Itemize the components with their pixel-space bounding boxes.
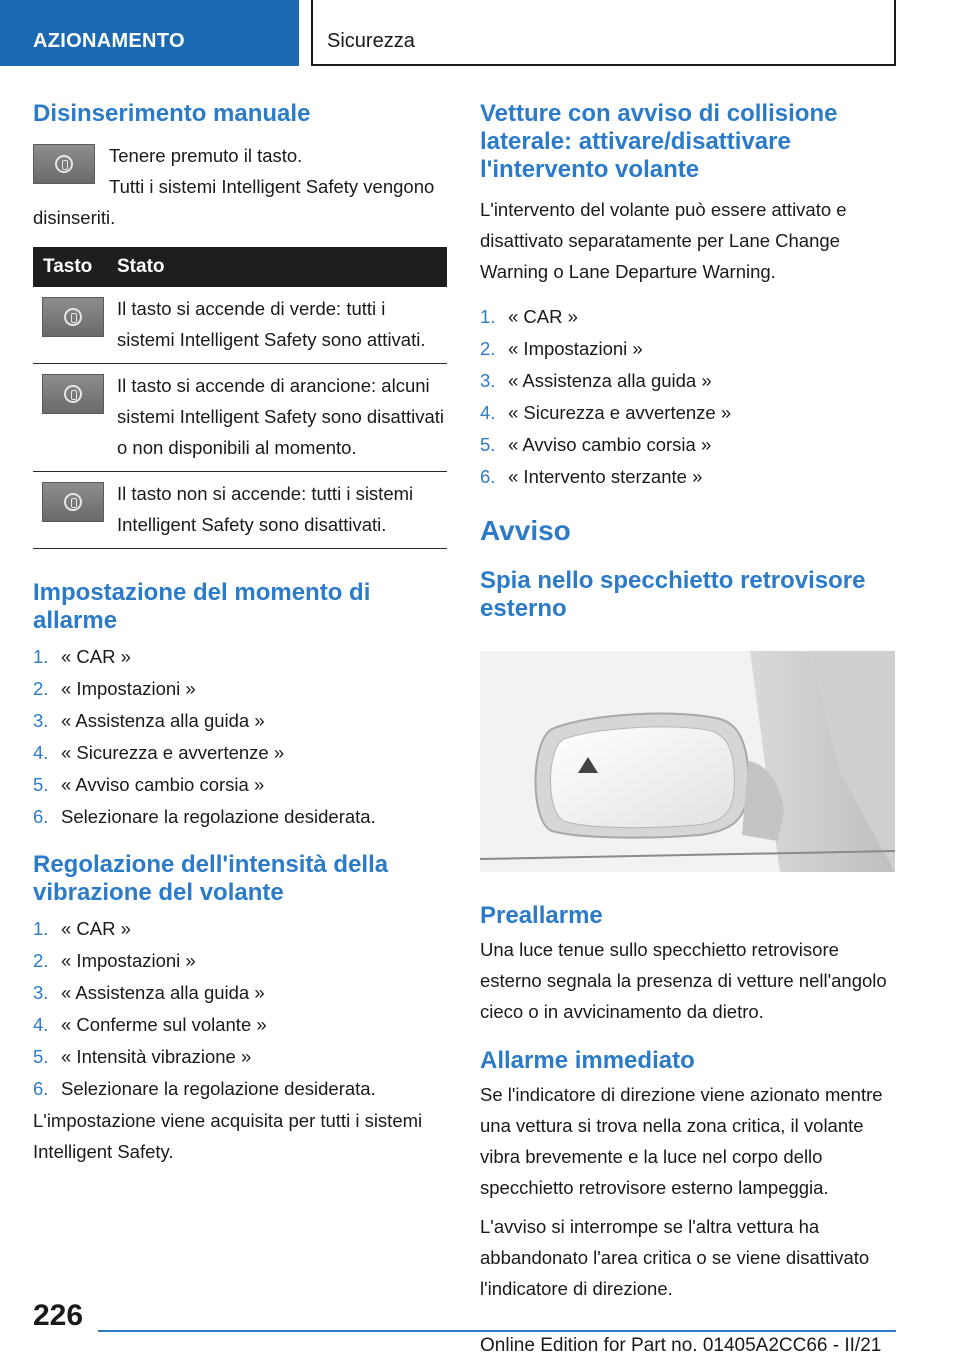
list-item: 1. « CAR » — [33, 646, 131, 667]
list-item: 1. « CAR » — [33, 918, 131, 939]
manual-off-line2: Tutti i sistemi Intelligent Safety vengono disinseriti. — [33, 176, 435, 228]
page-number: 226 — [33, 1299, 84, 1332]
table-row — [33, 472, 447, 549]
collision-text: L'intervento del volante può essere attivato e disattivato separatamente per Lane Change Warning o Lane Departure Warning. — [480, 199, 847, 282]
alarm-time-steps — [33, 641, 447, 833]
list-item: 6. Selezionare la regolazione desiderata. — [33, 1078, 376, 1099]
immediate-title: Allarme immediato — [480, 1047, 695, 1074]
header-topic-label: Sicurezza — [327, 30, 415, 52]
table-row-status: Il tasto si accende di verde: tutti i sistemi Intelligent Safety sono attivati. — [107, 287, 447, 364]
list-item: 4. « Sicurezza e avvertenze » — [33, 742, 285, 763]
list-item: 3. « Assistenza alla guida » — [33, 710, 265, 731]
list-item: 3. « Assistenza alla guida » — [33, 982, 265, 1003]
left-column — [33, 100, 447, 1167]
list-item: 5. « Avviso cambio corsia » — [33, 774, 265, 795]
table-header-stato: Stato — [117, 256, 165, 277]
list-item: 2. « Impostazioni » — [33, 950, 196, 971]
table-header-row — [33, 247, 447, 287]
warning-title: Avviso — [480, 515, 571, 546]
button-status-table — [33, 247, 447, 549]
safety-button-icon — [33, 144, 95, 184]
list-item: 6. « Intervento sterzante » — [480, 466, 703, 487]
table-row-status: Il tasto si accende di arancione: alcuni sistemi Intelligent Safety sono disattivati o non disponibili al momento. — [107, 364, 447, 472]
footer-divider — [98, 1330, 896, 1332]
safety-button-icon — [42, 482, 104, 522]
vibration-steps — [33, 913, 447, 1105]
table-row — [33, 287, 447, 364]
vibration-note: L'impostazione viene acquisita per tutti i sistemi Intelligent Safety. — [33, 1110, 423, 1162]
footer-edition: Online Edition for Part no. 01405A2CC66 - II/21 — [480, 1335, 882, 1356]
immediate-text-1: Se l'indicatore di direzione viene azionato mentre una vettura si trova nella zona critica, il volante vibra brevemente e la luce nel corpo dello specchietto retrovisore esterno lampeggia. — [480, 1084, 883, 1198]
list-item: 5. « Intensità vibrazione » — [33, 1046, 252, 1067]
list-item: 6. Selezionare la regolazione desiderata. — [33, 806, 376, 827]
table-header-tasto: Tasto — [43, 256, 93, 277]
vibration-title: Regolazione dell'intensità della vibrazione del volante — [33, 851, 389, 906]
alarm-time-title: Impostazione del momento di allarme — [33, 579, 371, 634]
list-item: 4. « Sicurezza e avvertenze » — [480, 402, 732, 423]
prealarm-text: Una luce tenue sullo specchietto retrovisore esterno segnala la presenza di vetture nell'angolo cieco o in avvicinamento da dietro. — [480, 939, 887, 1022]
safety-button-icon — [42, 374, 104, 414]
list-item: 1. « CAR » — [480, 306, 578, 327]
safety-button-icon — [42, 297, 104, 337]
immediate-text-2: L'avviso si interrompe se l'altra vettura ha abbandonato l'area critica o se viene disattivato l'indicatore di direzione. — [480, 1216, 870, 1299]
header-section-tab — [0, 0, 299, 66]
mirror-title: Spia nello specchietto retrovisore esterno — [480, 567, 866, 622]
table-row-status: Il tasto non si accende: tutti i sistemi Intelligent Safety sono disattivati. — [107, 472, 447, 549]
side-mirror-illustration — [480, 651, 895, 872]
manual-off-line1: Tenere premuto il tasto. — [109, 145, 303, 166]
collision-steps — [480, 301, 896, 493]
manual-off-title: Disinserimento manuale — [33, 100, 311, 127]
prealarm-title: Preallarme — [480, 902, 603, 929]
right-column — [480, 100, 896, 1304]
table-row — [33, 364, 447, 472]
manual-off-intro — [33, 140, 447, 233]
list-item: 5. « Avviso cambio corsia » — [480, 434, 712, 455]
header-topic-box — [311, 0, 896, 66]
list-item: 3. « Assistenza alla guida » — [480, 370, 712, 391]
list-item: 2. « Impostazioni » — [33, 678, 196, 699]
list-item: 4. « Conferme sul volante » — [33, 1014, 267, 1035]
header-section-label: AZIONAMENTO — [33, 30, 185, 52]
list-item: 2. « Impostazioni » — [480, 338, 643, 359]
collision-title: Vetture con avviso di collisione laterale: attivare/disattivare l'intervento volante — [480, 100, 838, 183]
